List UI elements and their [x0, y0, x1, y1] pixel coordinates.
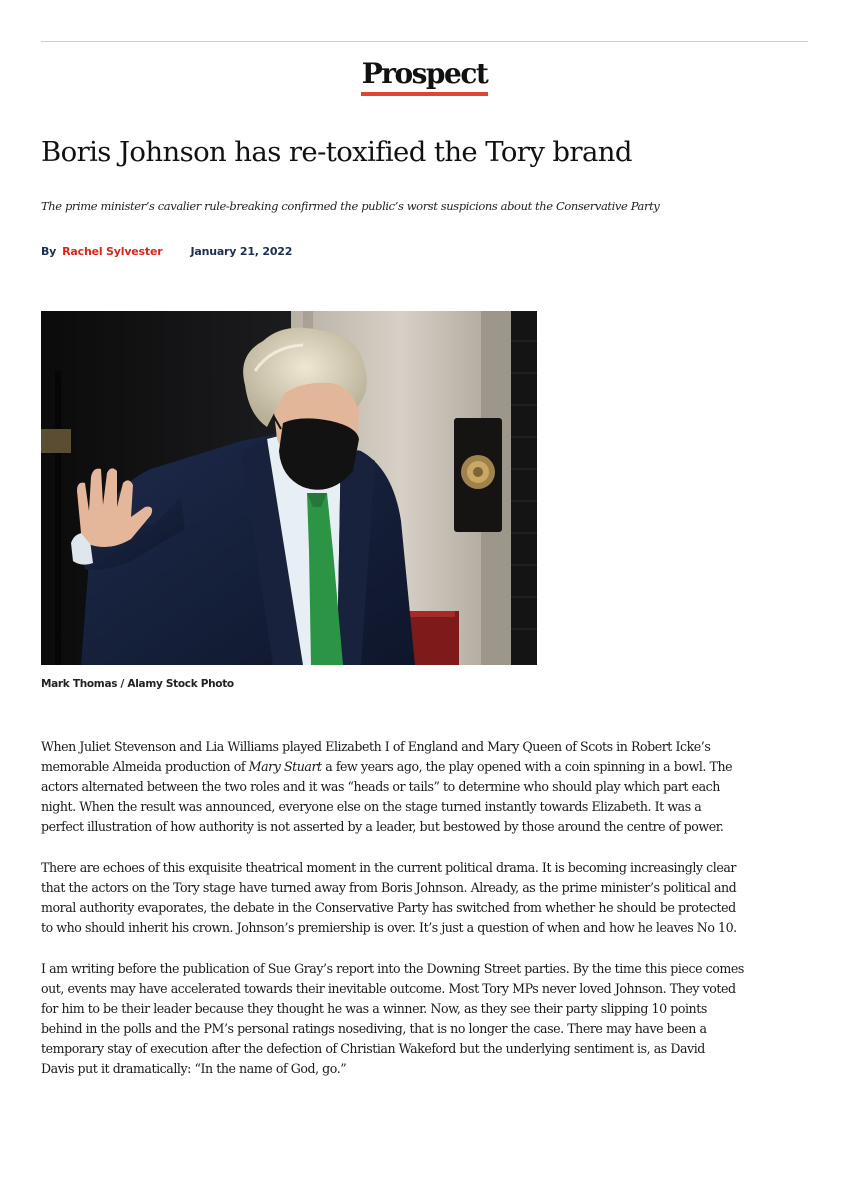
article-photo — [41, 311, 537, 665]
paragraph-line: actors alternated between the two roles and it was “heads or tails” to determine who should play which part each — [41, 779, 720, 794]
prospect-logo[interactable]: Prospect — [361, 58, 489, 96]
paragraph-line: When Juliet Stevenson and Lia Williams played Elizabeth I of England and Mary Queen of Scots in Robert Icke’s — [41, 739, 711, 754]
article-standfirst: The prime minister’s cavalier rule-breaking confirmed the public’s worst suspicions about the Conservative Party — [41, 199, 660, 213]
top-divider — [41, 41, 808, 42]
paragraph-line: perfect illustration of how authority is not asserted by a leader, but bestowed by those around the centre of power. — [41, 819, 724, 834]
masthead — [0, 58, 849, 96]
paragraph-line: night. When the result was announced, everyone else on the stage turned instantly towards Elizabeth. It was a — [41, 799, 702, 814]
paragraph-line: Davis put it dramatically: “In the name of God, go.” — [41, 1061, 347, 1076]
play-title: Mary Stuart — [248, 759, 322, 774]
paragraph-line: that the actors on the Tory stage have turned away from Boris Johnson. Already, as the prime minister’s political and — [41, 880, 737, 895]
paragraph-line: for him to be their leader because they thought he was a winner. Now, as they see their party slipping 10 points — [41, 1001, 707, 1016]
photo-caption: Mark Thomas / Alamy Stock Photo — [41, 678, 234, 690]
byline — [41, 244, 292, 260]
paragraph-2 — [41, 858, 811, 938]
article-headline: Boris Johnson has re-toxified the Tory brand — [41, 136, 632, 168]
paragraph-line: moral authority evaporates, the debate in the Conservative Party has switched from whether he should be protected — [41, 900, 736, 915]
paragraph-3 — [41, 959, 811, 1079]
article-body — [41, 737, 811, 1100]
paragraph-line: There are echoes of this exquisite theatrical moment in the current political drama. It is becoming increasingly clear — [41, 860, 736, 875]
paragraph-line: temporary stay of execution after the defection of Christian Wakeford but the underlying sentiment is, as David — [41, 1041, 705, 1056]
paragraph-line: memorable Almeida production of Mary Stuart a few years ago, the play opened with a coin spinning in a bowl. The — [41, 759, 733, 774]
paragraph-line: behind in the polls and the PM’s personal ratings nosediving, that is no longer the case. There may have been a — [41, 1021, 707, 1036]
paragraph-1 — [41, 737, 811, 837]
author-link[interactable]: Rachel Sylvester — [62, 245, 163, 258]
paragraph-line: to who should inherit his crown. Johnson’s premiership is over. It’s just a question of when and how he leaves No 10. — [41, 920, 737, 935]
paragraph-line: out, events may have accelerated towards their inevitable outcome. Most Tory MPs never loved Johnson. They voted — [41, 981, 736, 996]
publish-date: January 21, 2022 — [190, 245, 293, 258]
paragraph-line: I am writing before the publication of Sue Gray’s report into the Downing Street parties. By the time this piece comes — [41, 961, 744, 976]
byline-by-label: By — [41, 245, 57, 258]
